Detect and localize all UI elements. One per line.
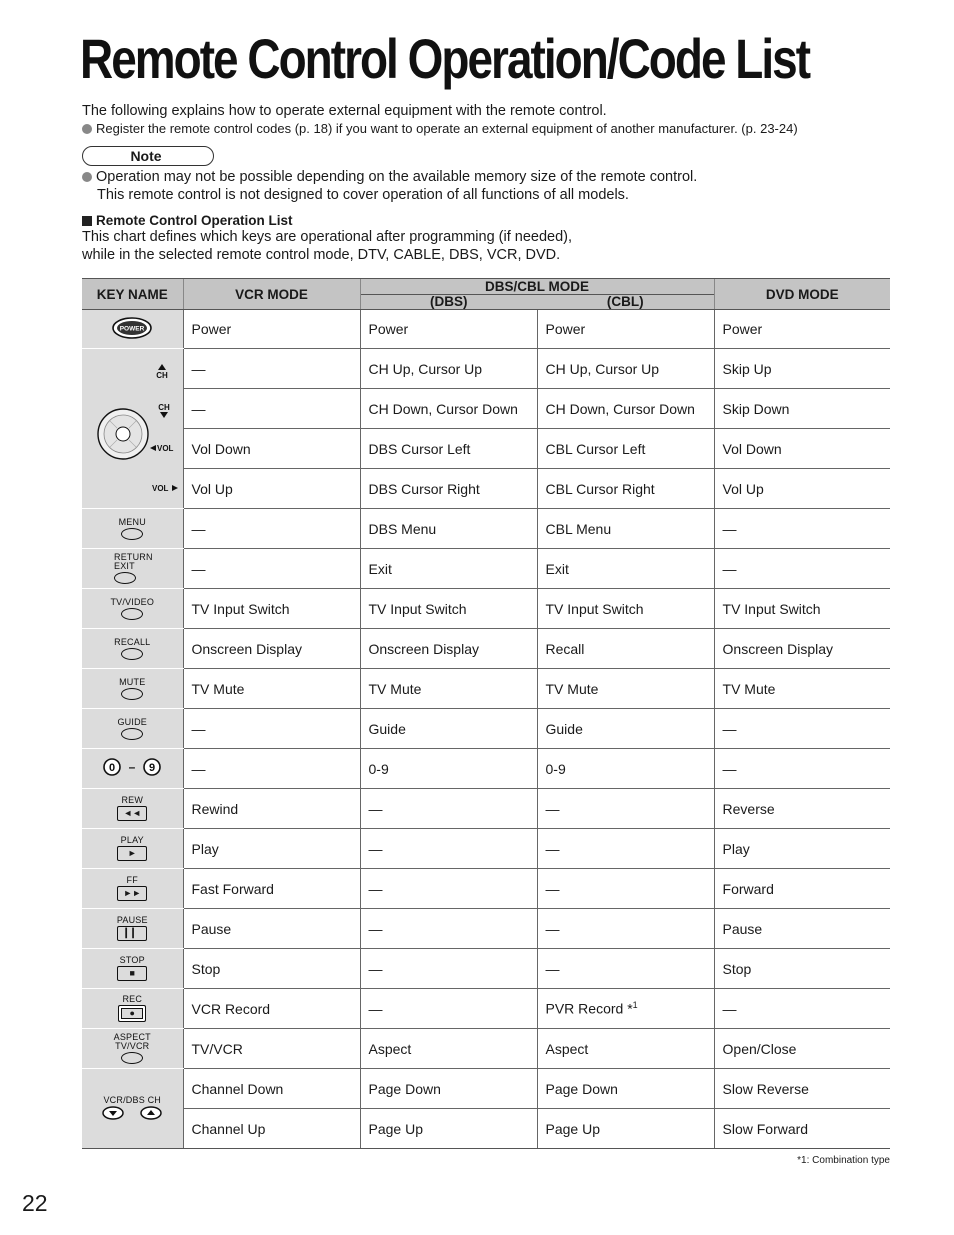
note-line-1: Operation may not be possible depending on the available memory size of the remote control. [82, 169, 697, 185]
table-row: CH CH VOL VOL — CH Up, Cursor Up CH Up, Cursor Up Skip Up [82, 349, 890, 389]
recall-key-icon: RECALL [82, 629, 183, 669]
svg-text:VOL: VOL [157, 443, 174, 453]
vol-up-label [152, 484, 178, 493]
menu-key-icon: MENU [82, 509, 183, 549]
channel-down-up-icon [100, 1105, 164, 1121]
svg-text:0: 0 [109, 762, 116, 774]
ch-up-label [156, 364, 168, 380]
footnote: *1: Combination type [797, 1155, 890, 1166]
intro-bullet [82, 121, 798, 136]
tvvideo-key-icon: TV/VIDEO [82, 589, 183, 629]
table-row: VCR/DBS CH Channel Down Page Down Page Down Slow Reverse [82, 1069, 890, 1109]
svg-text:–: – [128, 760, 136, 774]
ff-key-icon: FF ►► [82, 869, 183, 909]
table-row: PAUSE ▎▎ Pause — — Pause [82, 909, 890, 949]
page-number: 22 [22, 1190, 48, 1216]
section-text-1: This chart defines which keys are operational after programming (if needed), [82, 229, 573, 245]
rew-key-icon: REW ◄◄ [82, 789, 183, 829]
table-row: POWER Power Power Power Power [82, 310, 890, 349]
header-dbs-cbl-mode: DBS/CBL MODE (DBS) (CBL) [360, 279, 714, 310]
power-button-icon [111, 316, 153, 340]
table-row: RETURN EXIT — Exit Exit — [82, 549, 890, 589]
stop-key-icon: STOP ■ [82, 949, 183, 989]
svg-text:POWER: POWER [119, 325, 145, 332]
table-row: 0 – 9 — 0-9 0-9 — [82, 749, 890, 789]
table-row: Vol Up DBS Cursor Right CBL Cursor Right Vol Up [82, 469, 890, 509]
operation-table [82, 278, 890, 1149]
table-row: Vol Down DBS Cursor Left CBL Cursor Left Vol Down [82, 429, 890, 469]
return-exit-key-icon: RETURN EXIT [82, 549, 183, 589]
table-row: REW ◄◄ Rewind — — Reverse [82, 789, 890, 829]
table-row: STOP ■ Stop — — Stop [82, 949, 890, 989]
table-row: MUTE TV Mute TV Mute TV Mute TV Mute [82, 669, 890, 709]
svg-text:CH: CH [156, 370, 168, 380]
table-row: — CH Down, Cursor Down CH Down, Cursor Down Skip Down [82, 389, 890, 429]
bullet-icon [82, 124, 92, 134]
page-title: Remote Control Operation/Code List [80, 27, 810, 90]
header-cbl: (CBL) [606, 294, 644, 309]
digit-keys-icon [82, 749, 183, 789]
bullet-icon [82, 172, 92, 182]
svg-text:VOL: VOL [152, 483, 169, 493]
ch-down-label [158, 403, 170, 418]
power-key-icon [82, 310, 183, 349]
table-row: FF ►► Fast Forward — — Forward [82, 869, 890, 909]
header-dvd-mode: DVD MODE [714, 279, 890, 310]
table-row: TV/VIDEO TV Input Switch TV Input Switch TV Input Switch TV Input Switch [82, 589, 890, 629]
header-key-name: KEY NAME [82, 279, 183, 310]
header-dbs: (DBS) [430, 294, 468, 309]
table-row: MENU — DBS Menu CBL Menu — [82, 509, 890, 549]
digit-buttons-icon [102, 756, 162, 778]
table-row: GUIDE — Guide Guide — [82, 709, 890, 749]
note-line-2: This remote control is not designed to cover operation of all functions of all models. [97, 187, 629, 203]
table-row: RECALL Onscreen Display Onscreen Display Recall Onscreen Display [82, 629, 890, 669]
table-row: REC ● VCR Record — PVR Record *$^1$ — [82, 989, 890, 1029]
vol-down-label [150, 444, 174, 453]
section-heading: Remote Control Operation List [82, 213, 293, 228]
play-key-icon: PLAY ► [82, 829, 183, 869]
svg-text:CH: CH [158, 402, 170, 412]
table-row: Channel Up Page Up Page Up Slow Forward [82, 1109, 890, 1149]
ch-vol-key-icon [82, 349, 183, 509]
section-text-2: while in the selected remote control mode, DTV, CABLE, DBS, VCR, DVD. [82, 247, 561, 263]
table-row: PLAY ► Play — — Play [82, 829, 890, 869]
intro-text: The following explains how to operate external equipment with the remote control. [82, 103, 607, 119]
mute-key-icon: MUTE [82, 669, 183, 709]
header-vcr-mode: VCR MODE [183, 279, 360, 310]
svg-text:9: 9 [149, 762, 156, 774]
square-bullet-icon [82, 216, 92, 226]
intro-bullet-text: Register the remote control codes (p. 18) if you want to operate an external equipment of another manufacturer. (p. 23-24) [96, 121, 798, 136]
table-header-row [82, 279, 890, 310]
vcr-dbs-ch-key-icon: VCR/DBS CH [82, 1069, 183, 1149]
guide-key-icon: GUIDE [82, 709, 183, 749]
table-row: ASPECT TV/VCR TV/VCR Aspect Aspect Open/Close [82, 1029, 890, 1069]
rec-key-icon: REC ● [82, 989, 183, 1029]
navigation-pad-icon [82, 350, 182, 508]
dpad-icon [98, 409, 148, 459]
note-label: Note [82, 146, 214, 166]
pause-key-icon: PAUSE ▎▎ [82, 909, 183, 949]
aspect-tvvcr-key-icon: ASPECT TV/VCR [82, 1029, 183, 1069]
